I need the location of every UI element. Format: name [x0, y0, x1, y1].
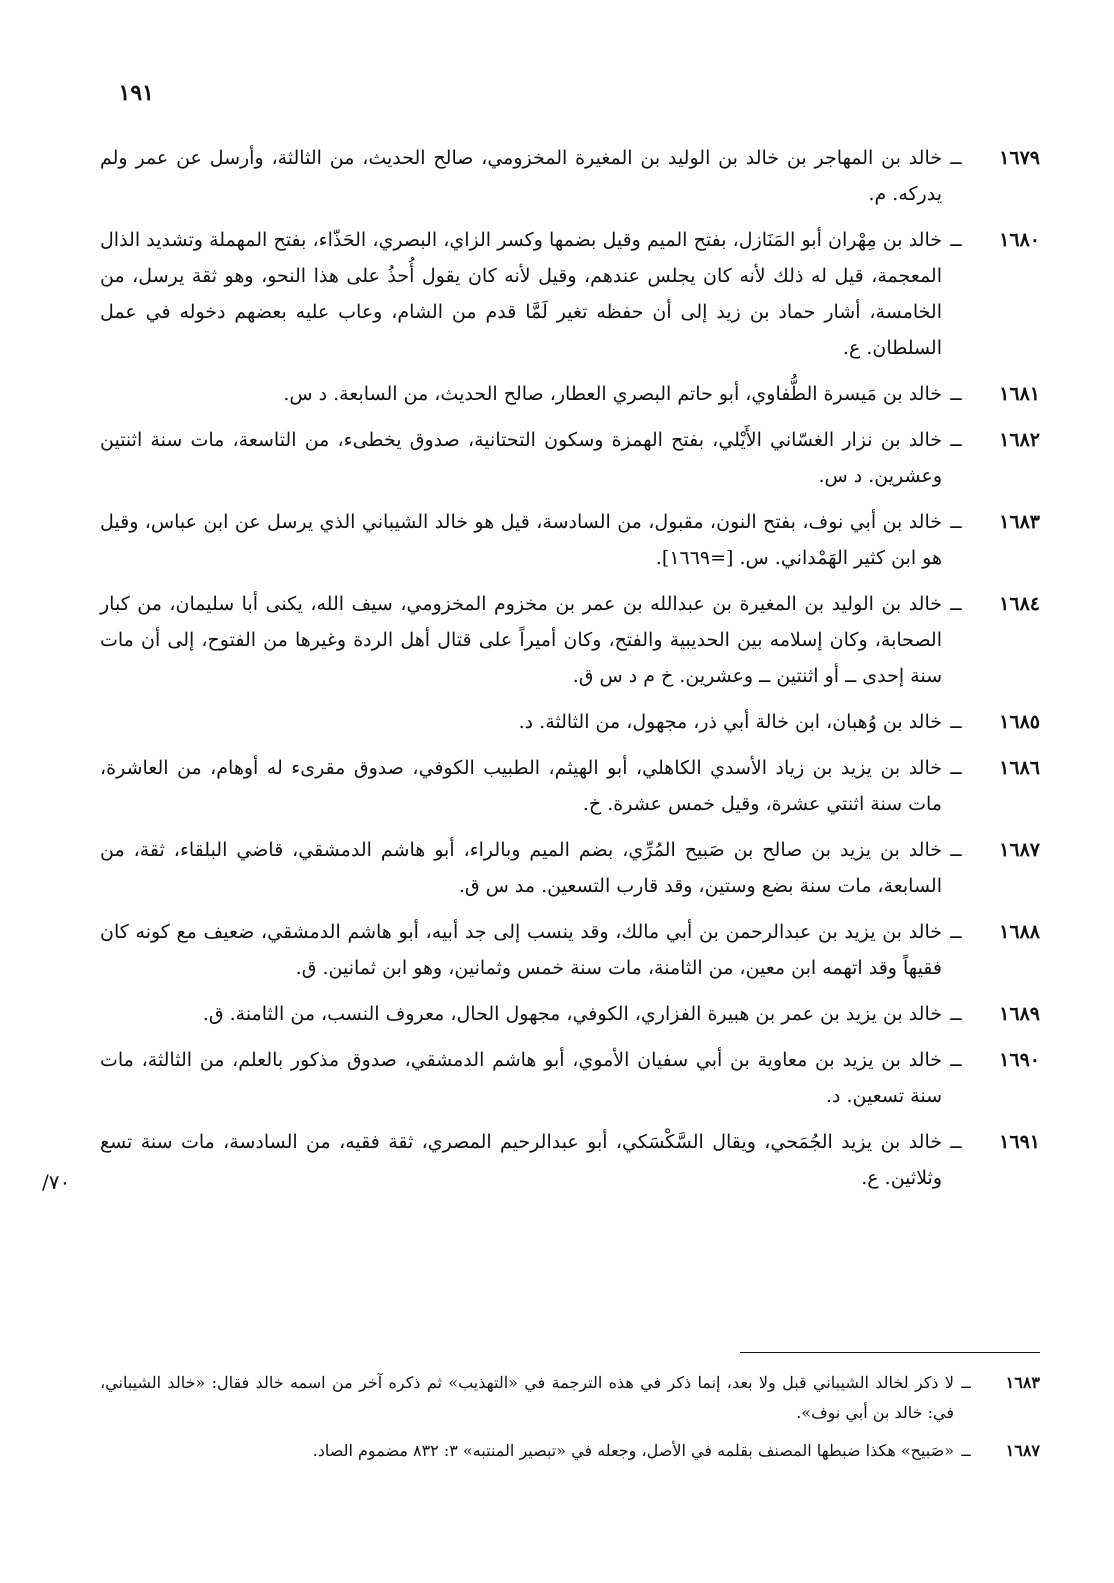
- entry-dash: ــ: [950, 593, 962, 615]
- entry-number: ١٦٨٤: [999, 593, 1040, 615]
- entry-text: خالد بن المهاجر بن خالد بن الوليد بن المغيرة المخزومي، صالح الحديث، من الثالثة، وأرسل عن عمر ولم يدركه. م.: [100, 147, 942, 205]
- footnote-number: ١٦٨٣: [1005, 1373, 1040, 1392]
- entry-number: ١٦٨٦: [999, 757, 1040, 779]
- footnotes-section: [100, 1368, 1040, 1474]
- entry-1691: [100, 1124, 1040, 1196]
- entry-text: خالد بن أبي نوف، بفتح النون، مقبول، من السادسة، قيل هو خالد الشيباني الذي يرسل عن ابن عباس، وقيل هو ابن كثير الهَمْداني. س. [=١٦٦٩].: [100, 511, 942, 569]
- entries-list: [100, 140, 1040, 1206]
- entry-number: ١٦٨٢: [999, 429, 1040, 451]
- entry-1681: [100, 376, 1040, 412]
- footnote-text: «صَبيح» هكذا ضبطها المصنف بقلمه في الأصل، وجعله في «تبصير المنتبه» ٣: ٨٣٢ مضموم الصاد.: [312, 1441, 954, 1460]
- page-number: ١٩١: [118, 80, 154, 106]
- entry-text: خالد بن نزار الغسّاني الأَيْلي، بفتح الهمزة وسكون التحتانية، صدوق يخطىء، من التاسعة، مات سنة اثنتين وعشرين. د س.: [100, 429, 942, 487]
- entry-number: ١٦٨٠: [999, 229, 1040, 251]
- entry-1682: [100, 422, 1040, 494]
- entry-1680: [100, 222, 1040, 366]
- entry-1686: [100, 750, 1040, 822]
- entry-dash: ــ: [950, 147, 962, 169]
- entry-number: ١٦٨٨: [999, 921, 1040, 943]
- entry-dash: ــ: [950, 921, 962, 943]
- entry-number: ١٦٨١: [999, 383, 1040, 405]
- entry-dash: ــ: [950, 229, 962, 251]
- entry-text: خالد بن يزيد بن معاوية بن أبي سفيان الأموي، أبو هاشم الدمشقي، صدوق مذكور بالعلم، من الثالثة، مات سنة تسعين. د.: [100, 1049, 942, 1107]
- entry-dash: ــ: [950, 1131, 962, 1153]
- entry-text: خالد بن يزيد الجُمَحي، ويقال السَّكْسَكي، أبو عبدالرحيم المصري، ثقة فقيه، من السادسة، مات سنة تسع وثلاثين. ع.: [100, 1131, 942, 1189]
- entry-dash: ــ: [950, 839, 962, 861]
- entry-1689: [100, 996, 1040, 1032]
- entry-text: خالد بن يزيد بن عبدالرحمن بن أبي مالك، وقد ينسب إلى جد أبيه، أبو هاشم الدمشقي، ضعيف مع كونه كان فقيهاً وقد اتهمه ابن معين، من الثامنة، مات سنة خمس وثمانين، وهو ابن ثمانين. ق.: [100, 921, 942, 979]
- footnote-1683: [100, 1368, 1040, 1428]
- entry-number: ١٦٩١: [999, 1131, 1040, 1153]
- entry-dash: ــ: [950, 383, 962, 405]
- entry-number: ١٦٧٩: [999, 147, 1040, 169]
- entry-text: خالد بن الوليد بن المغيرة بن عبدالله بن عمر بن مخزوم المخزومي، سيف الله، يكنى أبا سليمان، من كبار الصحابة، وكان إسلامه بين الحديبية والفتح، وكان أميراً على قتال أهل الردة وغيرها من الفتوح، إلى أن مات سنة إحدى ــ أو اثنتين ــ وعشرين. خ م د س ق.: [100, 593, 942, 687]
- entry-1690: [100, 1042, 1040, 1114]
- footnote-1687: [100, 1436, 1040, 1466]
- entry-text: خالد بن مَيسرة الطُّفاوي، أبو حاتم البصري العطار، صالح الحديث، من السابعة. د س.: [283, 383, 942, 405]
- entry-text: خالد بن يزيد بن عمر بن هبيرة الفزاري، الكوفي، مجهول الحال، معروف النسب، من الثامنة. ق.: [202, 1003, 942, 1025]
- entry-1688: [100, 914, 1040, 986]
- entry-dash: ــ: [950, 1049, 962, 1071]
- entry-1683: [100, 504, 1040, 576]
- entry-text: خالد بن وُهبان، ابن خالة أبي ذر، مجهول، من الثالثة. د.: [518, 711, 942, 733]
- entry-number: ١٦٨٧: [999, 839, 1040, 861]
- entry-text: خالد بن مِهْران أبو المَنَازل، بفتح الميم وقيل بضمها وكسر الزاي، البصري، الحَذّاء، بفتح المهملة وتشديد الذال المعجمة، قيل له ذلك لأنه كان يجلس عندهم، وقيل لأنه كان يقول أُحذُ على هذا النحو، وهو ثقة يرسل، من الخامسة، أشار حماد بن زيد إلى أن حفظه تغير لَمَّا قدم من الشام، وعاب عليه بعضهم دخوله في عمل السلطان. ع.: [100, 229, 942, 359]
- footnote-divider: [740, 1352, 1040, 1353]
- entry-number: ١٦٨٩: [999, 1003, 1040, 1025]
- entry-dash: ــ: [950, 511, 962, 533]
- entry-number: ١٦٨٥: [999, 711, 1040, 733]
- entry-text: خالد بن يزيد بن صالح بن صَبيح المُرِّي، بضم الميم وبالراء، أبو هاشم الدمشقي، قاضي البلقاء، ثقة، من السابعة، مات سنة بضع وستين، وقد قارب التسعين. مد س ق.: [100, 839, 942, 897]
- entry-dash: ــ: [950, 711, 962, 733]
- entry-1684: [100, 586, 1040, 694]
- entry-1687: [100, 832, 1040, 904]
- entry-dash: ــ: [950, 429, 962, 451]
- entry-dash: ــ: [950, 757, 962, 779]
- entry-1685: [100, 704, 1040, 740]
- entry-dash: ــ: [950, 1003, 962, 1025]
- entry-1679: [100, 140, 1040, 212]
- entry-number: ١٦٩٠: [999, 1049, 1040, 1071]
- footnote-text: لا ذكر لخالد الشيباني قبل ولا بعد، إنما ذكر في هذه الترجمة في «التهذيب» ثم ذكره آخر من اسمه خالد فقال: «خالد الشيباني، في: خالد بن أبي نوف».: [100, 1373, 954, 1422]
- entry-number: ١٦٨٣: [999, 511, 1040, 533]
- footnote-dash: ــ: [961, 1373, 971, 1392]
- margin-note: /٧٠: [42, 1170, 71, 1194]
- entry-text: خالد بن يزيد بن زياد الأسدي الكاهلي، أبو الهيثم، الطبيب الكوفي، صدوق مقرىء له أوهام، من العاشرة، مات سنة اثنتي عشرة، وقيل خمس عشرة. خ.: [100, 757, 942, 815]
- footnote-dash: ــ: [961, 1441, 971, 1460]
- footnote-number: ١٦٨٧: [1005, 1441, 1040, 1460]
